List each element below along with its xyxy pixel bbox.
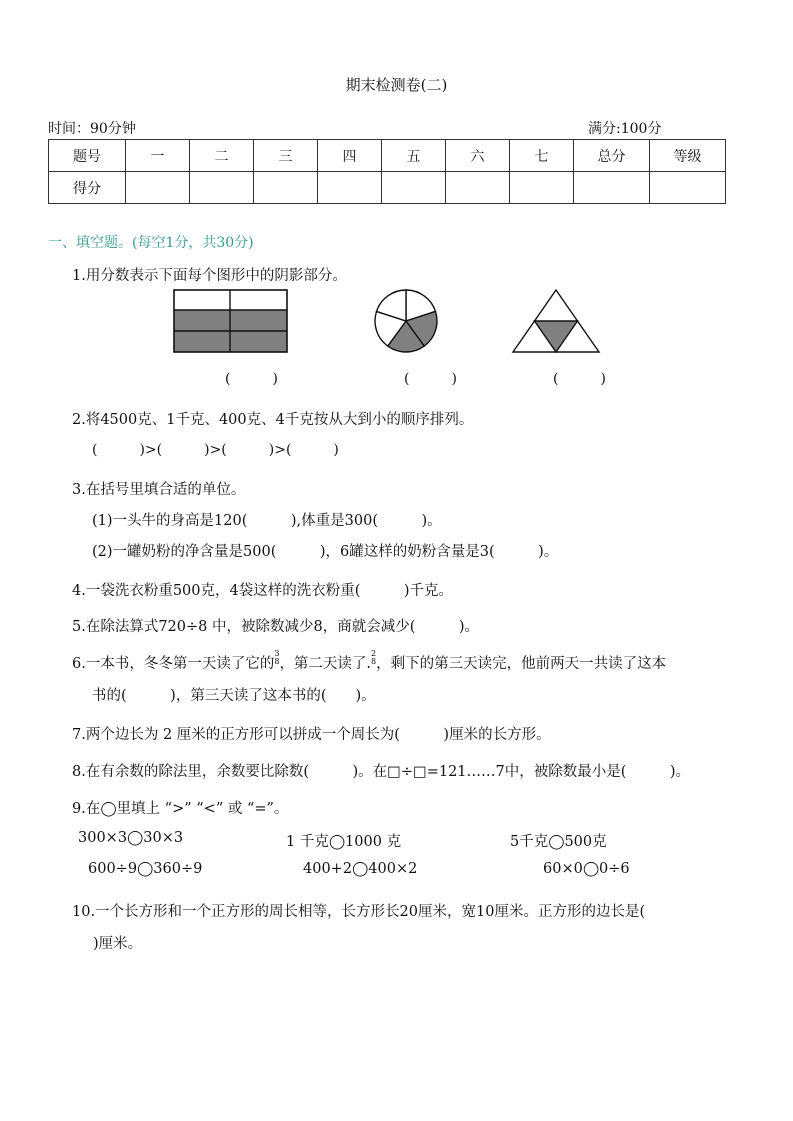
question-10-line2: )厘米。 <box>93 936 143 952</box>
compare-item[interactable]: 600÷9◯360÷9 <box>88 861 203 877</box>
triangle-figure <box>512 289 600 353</box>
score-table-score-row <box>49 172 726 204</box>
fraction-numerator: 2 <box>371 649 377 658</box>
fraction-denominator: 8 <box>274 657 280 666</box>
question-6-part2: ，第二天读了. <box>279 656 372 672</box>
question-7: 7.两个边长为 2 厘米的正方形可以拼成一个周长为( )厘米的长方形。 <box>72 727 551 743</box>
question-6-part3: ，剩下的第三天读完，他前两天一共读了这本 <box>376 656 667 672</box>
question-3: 3.在括号里填合适的单位。 <box>72 482 246 498</box>
score-cell: 七 <box>510 140 574 172</box>
question-6-part1: 6.一本书，冬冬第一天读了它的 <box>72 656 275 672</box>
page-title: 期末检测卷(二) <box>345 76 448 94</box>
compare-item[interactable]: 1 千克◯1000 克 <box>286 834 402 850</box>
question-2: 2.将4500克、1千克、400克、4千克按从大到小的顺序排列。 <box>72 412 474 428</box>
score-cell: 二 <box>190 140 254 172</box>
score-input-cell[interactable] <box>126 172 190 204</box>
answer-blank-2[interactable]: ( ) <box>404 371 457 387</box>
fraction-denominator: 8 <box>371 657 377 666</box>
question-6-line2: 书的( )，第三天读了这本书的( )。 <box>92 688 376 704</box>
score-input-cell[interactable] <box>574 172 650 204</box>
score-cell: 三 <box>254 140 318 172</box>
score-cell: 五 <box>382 140 446 172</box>
question-4: 4.一袋洗衣粉重500克，4袋这样的洗衣粉重( )千克。 <box>72 583 454 599</box>
score-cell: 等级 <box>650 140 726 172</box>
question-10: 10.一个长方形和一个正方形的周长相等，长方形长20厘米，宽10厘米。正方形的边长是( <box>72 904 646 920</box>
question-3-sub2: (2)一罐奶粉的净含量是500( )，6罐这样的奶粉含量是3( )。 <box>92 544 559 560</box>
score-input-cell[interactable] <box>510 172 574 204</box>
question-1: 1.用分数表示下面每个图形中的阴影部分。 <box>72 268 347 284</box>
score-cell: 题号 <box>49 140 126 172</box>
compare-item[interactable]: 400+2◯400×2 <box>303 861 418 877</box>
question-5: 5.在除法算式720÷8 中，被除数减少8，商就会减少( )。 <box>72 619 480 635</box>
score-cell: 六 <box>446 140 510 172</box>
score-input-cell[interactable] <box>318 172 382 204</box>
score-cell: 得分 <box>49 172 126 204</box>
question-8: 8.在有余数的除法里，余数要比除数( )。在□÷□=121……7中，被除数最小是( )。 <box>72 764 691 780</box>
score-cell: 一 <box>126 140 190 172</box>
time-limit: 时间：90分钟 <box>48 121 136 137</box>
circle-sectors <box>375 290 437 352</box>
score-input-cell[interactable] <box>190 172 254 204</box>
compare-item[interactable]: 60×0◯0÷6 <box>543 861 630 877</box>
circle-figure <box>374 289 438 353</box>
answer-line[interactable]: ( )>( )>( )>( ) <box>92 442 339 458</box>
score-input-cell[interactable] <box>650 172 726 204</box>
rectangle-figure <box>173 289 288 353</box>
question-3-sub1: (1)一头牛的身高是120( ),体重是300( )。 <box>92 513 442 529</box>
score-table-header-row <box>49 140 726 172</box>
compare-item[interactable]: 5千克◯500克 <box>510 834 607 850</box>
fraction-numerator: 3 <box>274 649 280 658</box>
score-input-cell[interactable] <box>254 172 318 204</box>
question-6 <box>72 650 666 673</box>
answer-blank-1[interactable]: ( ) <box>225 371 278 387</box>
question-9: 9.在◯里填上 “>” “<” 或 “=”。 <box>72 801 289 817</box>
score-input-cell[interactable] <box>446 172 510 204</box>
full-score: 满分:100分 <box>588 121 662 137</box>
score-cell: 四 <box>318 140 382 172</box>
shaded-region <box>535 321 578 352</box>
compare-item[interactable]: 300×3◯30×3 <box>78 830 184 846</box>
score-cell: 总分 <box>574 140 650 172</box>
section-heading: 一、填空题。(每空1分，共30分) <box>48 235 254 251</box>
score-input-cell[interactable] <box>382 172 446 204</box>
score-table <box>48 139 726 204</box>
answer-blank-3[interactable]: ( ) <box>553 371 606 387</box>
